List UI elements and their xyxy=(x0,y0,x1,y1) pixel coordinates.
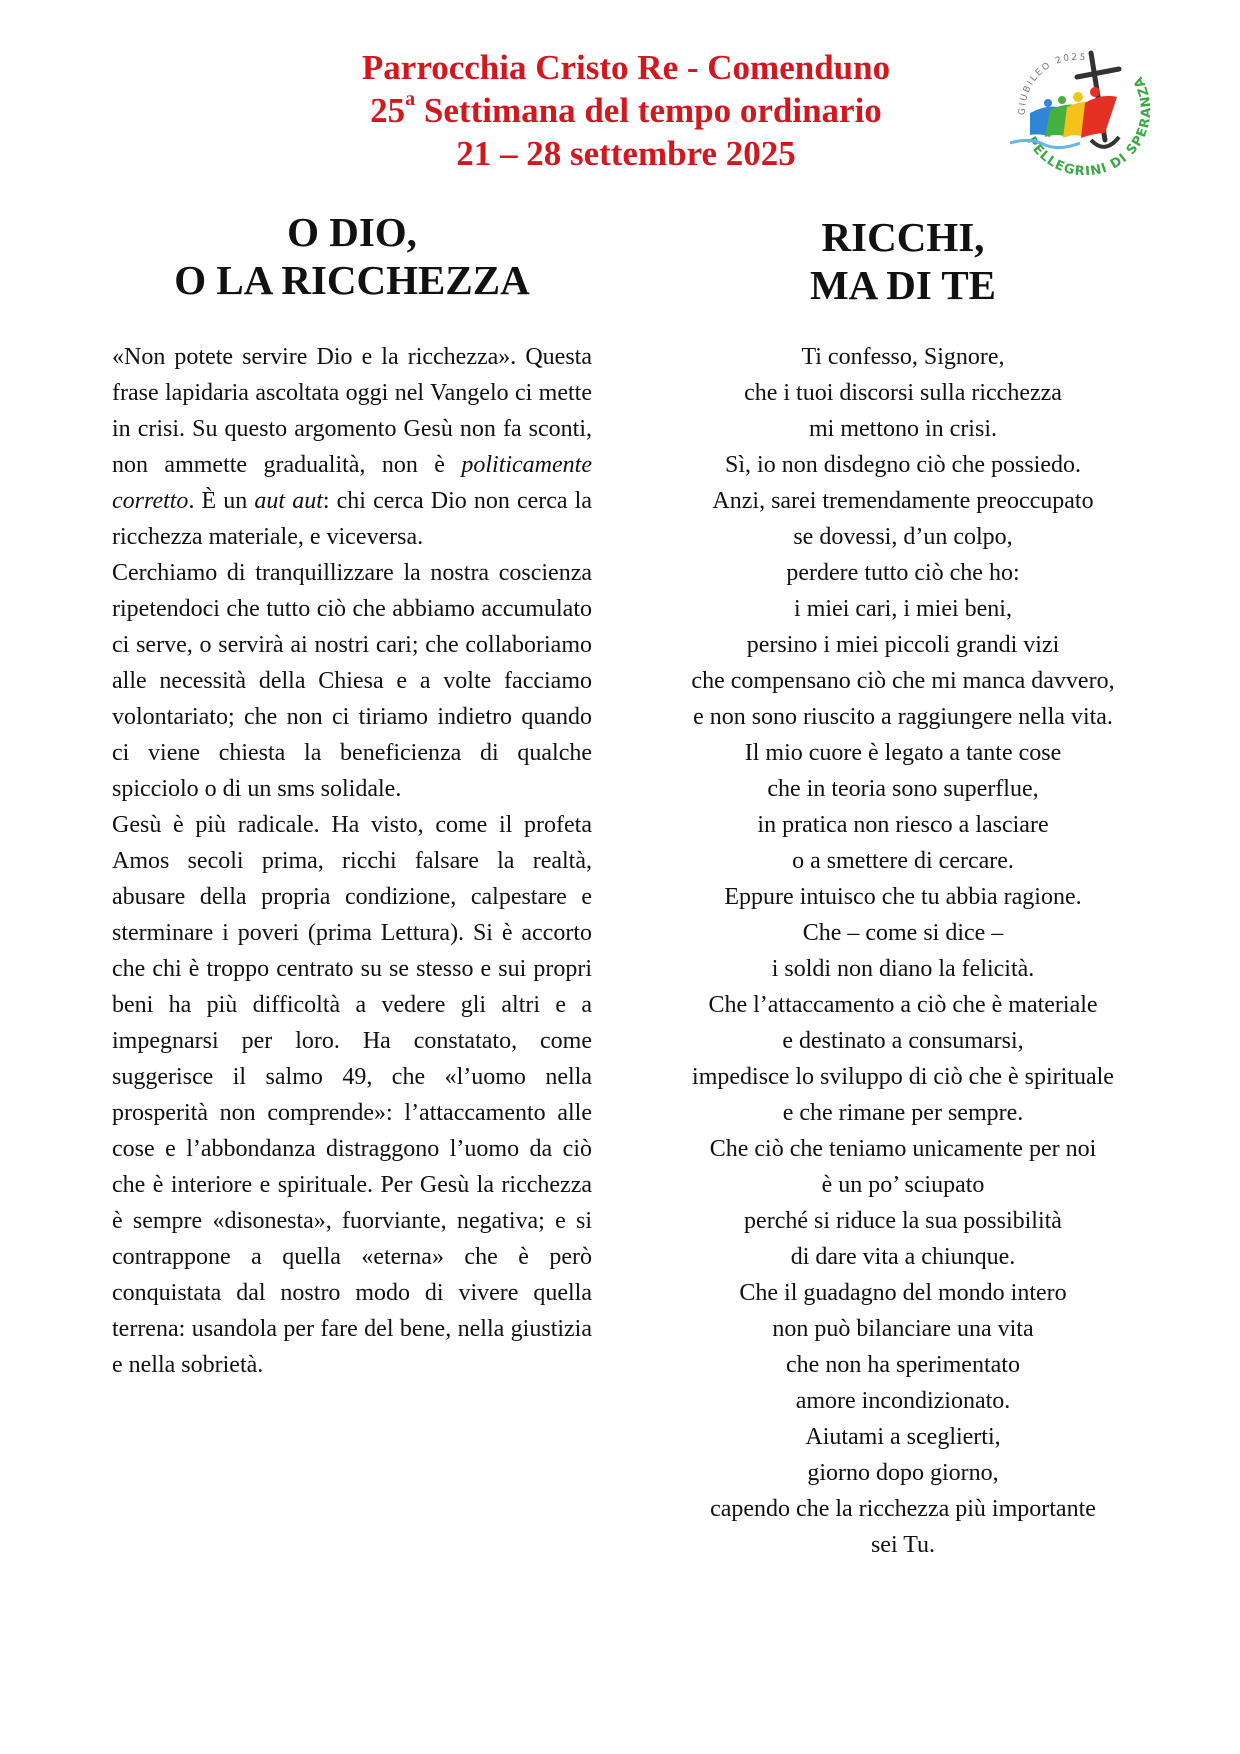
poem-line: che non ha sperimentato xyxy=(786,1352,1020,1378)
poem-line: e non sono riuscito a raggiungere nella vita. xyxy=(693,704,1113,730)
poem-line: Che l’attaccamento a ciò che è materiale xyxy=(708,992,1098,1018)
poem-line: capendo che la ricchezza più importante xyxy=(710,1496,1096,1522)
svg-text:GIUBILEO 2025: GIUBILEO 2025 xyxy=(1017,52,1088,116)
poem-line: che compensano ciò che mi manca davvero, xyxy=(691,668,1115,694)
poem-line: o a smettere di cercare. xyxy=(792,848,1014,874)
poem-line: è un po’ sciupato xyxy=(821,1172,985,1198)
poem-line: Anzi, sarei tremendamente preoccupato xyxy=(712,488,1094,514)
poem-line: mi mettono in crisi. xyxy=(809,416,997,442)
poem-line: sei Tu. xyxy=(870,1532,936,1558)
poem-line: Ti confesso, Signore, xyxy=(801,344,1005,370)
poem-line: e destinato a consumarsi, xyxy=(782,1028,1024,1054)
poem-line: e che rimane per sempre. xyxy=(782,1100,1024,1126)
poem-line: Il mio cuore è legato a tante cose xyxy=(744,740,1062,766)
svg-text:PELLEGRINI DI SPERANZA: PELLEGRINI DI SPERANZA xyxy=(1023,73,1155,175)
date-range: 21 – 28 settembre 2025 xyxy=(456,134,796,173)
right-prayer-title: RICCHI, MA DI TE xyxy=(809,214,997,308)
poem-line: impedisce lo sviluppo di ciò che è spirituale xyxy=(692,1064,1114,1090)
paragraph: «Non potete servire Dio e la ricchezza». Questa frase lapidaria ascoltata oggi nel Vangelo ci mette in crisi. Su questo argomento Gesù non fa sconti, non ammette gradualità, non è politicamente corretto. È un aut aut: chi cerca Dio non cerca la ricchezza materiale, e viceversa. xyxy=(112,344,593,550)
poem-line: Che – come si dice – xyxy=(802,920,1004,946)
paragraph: Cerchiamo di tranquillizzare la nostra coscienza ripetendoci che tutto ciò che abbiamo accumulato ci serve, o servirà ai nostri cari; che collaboriamo alle necessità della Chiesa e a volte facciamo volontariato; che non ci tiriamo indietro quando ci viene chiesta la beneficienza di qualche spicciolo o di un sms solidale. xyxy=(112,560,592,802)
poem-line: non può bilanciare una vita xyxy=(772,1316,1034,1342)
poem-line: i miei cari, i miei beni, xyxy=(794,596,1012,622)
poem-line: che in teoria sono superflue, xyxy=(767,776,1039,802)
poem-line: Aiutami a sceglierti, xyxy=(805,1424,1001,1450)
paragraph: Gesù è più radicale. Ha visto, come il profeta Amos secoli prima, ricchi falsare la realtà, abusare della propria condizione, calpestare e sterminare i poveri (prima Lettura). Si è accorto che chi è troppo centrato su se stesso e sui propri beni ha più difficoltà a vedere gli altri e a impegnarsi per loro. Ha constatato, come suggerisce il salmo 49, che «l’uomo nella prosperità non comprende»: l’attaccamento alle cose e l’abbondanza distraggono l’uomo da ciò che è interiore e spirituale. Per Gesù la ricchezza è sempre «disonesta», fuorviante, negativa; e si contrappone a quella «eterna» che è però conquistata dal nostro modo di vivere quella terrena: usandola per fare del bene, nella giustizia e nella sobrietà. xyxy=(112,812,592,1378)
poem-line: giorno dopo giorno, xyxy=(807,1460,999,1486)
poem-line: se dovessi, d’un colpo, xyxy=(793,524,1013,550)
poem-line: di dare vita a chiunque. xyxy=(790,1244,1016,1270)
prayer-poem xyxy=(653,339,1153,1563)
reflection-article xyxy=(112,339,592,1383)
bulletin-header xyxy=(226,46,1026,175)
poem-line: in pratica non riesco a lasciare xyxy=(757,812,1049,838)
week-title: 25$^a$ Settimana del tempo ordinario xyxy=(370,88,882,130)
poem-line: perdere tutto ciò che ho: xyxy=(786,560,1020,586)
poem-line: Eppure intuisco che tu abbia ragione. xyxy=(724,884,1082,910)
poem-line: Sì, io non disdegno ciò che possiedo. xyxy=(725,452,1081,478)
poem-line: persino i miei piccoli grandi vizi xyxy=(746,632,1060,658)
poem-line: amore incondizionato. xyxy=(795,1388,1011,1414)
poem-line: che i tuoi discorsi sulla ricchezza xyxy=(744,380,1062,406)
parish-name: Parrocchia Cristo Re - Comenduno xyxy=(361,48,891,87)
jubilee-logo xyxy=(1005,45,1155,175)
poem-line: i soldi non diano la felicità. xyxy=(771,956,1035,982)
poem-line: Che ciò che teniamo unicamente per noi xyxy=(709,1136,1097,1162)
poem-line: Che il guadagno del mondo intero xyxy=(739,1280,1067,1306)
poem-line: perché si riduce la sua possibilità xyxy=(744,1208,1062,1234)
left-article-title: O DIO, O LA RICCHEZZA xyxy=(174,209,530,303)
